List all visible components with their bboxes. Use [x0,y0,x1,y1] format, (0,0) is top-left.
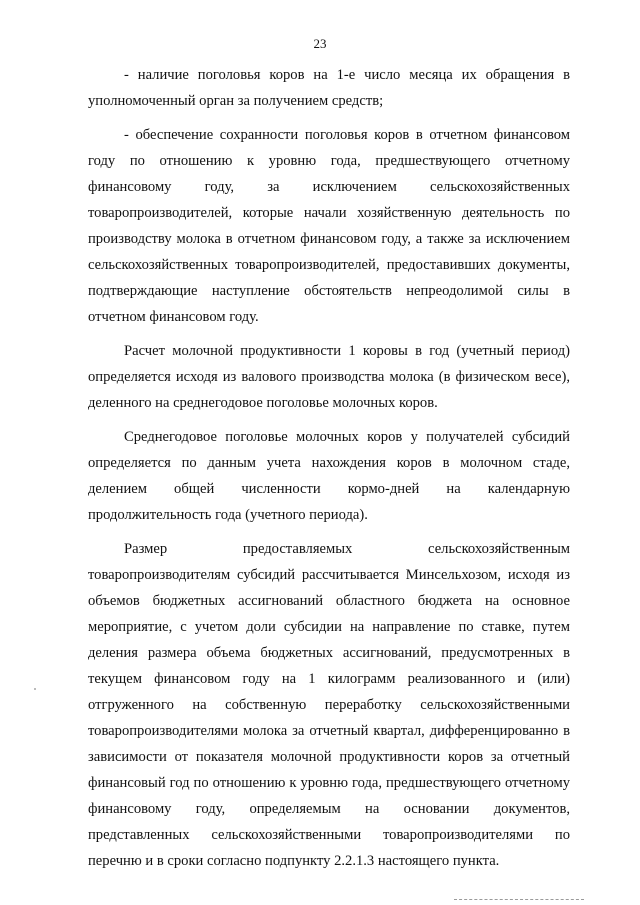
paragraph-livestock-presence: - наличие поголовья коров на 1-е число месяца их обращения в уполномоченный орган за получением средств; [88,67,570,109]
scan-footer-artifact [454,899,584,902]
paragraph-average-livestock: Среднегодовое поголовье молочных коров у получателей субсидий определяется по данным учета нахождения коров в молочном стаде, делением общей численности кормо-дней на календарную продолжительность года (учетного периода). [88,429,570,523]
paragraph-milk-productivity: Расчет молочной продуктивности 1 коровы в год (учетный период) определяется исходя из валового производства молока (в физическом весе), деленного на среднегодовое поголовье молочных коров. [88,343,570,411]
paragraph-livestock-preservation: - обеспечение сохранности поголовья коров в отчетном финансовом году по отношению к уровню года, предшествующего отчетному финансовому году, за исключением сельскохозяйственных товаропроизводителей, которые начали хозяйственную деятельность по производству молока в отчетном финансовом году, а также за исключением сельскохозяйственных товаропроизводителей, предоставивших документы, подтверждающие наступление обстоятельств непреодолимой силы в отчетном финансовом году. [88,127,570,325]
paragraph-subsidy-size: Размер предоставляемых сельскохозяйственным товаропроизводителям субсидий рассчитывается Минсельхозом, исходя из объемов бюджетных ассигнований областного бюджета на основное мероприятие, с учетом доли субсидии на направление по ставке, путем деления размера объема бюджетных ассигнований, предусмотренных в текущем финансовом году на 1 килограмм реализованного и (или) отгруженного на собственную переработку сельскохозяйственными товаропроизводителями молока за отчетный квартал, дифференцированно в зависимости от показателя молочной продуктивности коров за отчетный финансовый год по отношению к уровню года, предшествующего отчетному финансовому году, определяемым на основании документов, представленных сельскохозяйственными товаропроизводителями по перечню и в сроки согласно подпункту 2.2.1.3 настоящего пункта. [88,541,570,869]
document-body [88,62,570,874]
scan-speck [34,688,36,690]
page-number: 23 [313,36,327,51]
